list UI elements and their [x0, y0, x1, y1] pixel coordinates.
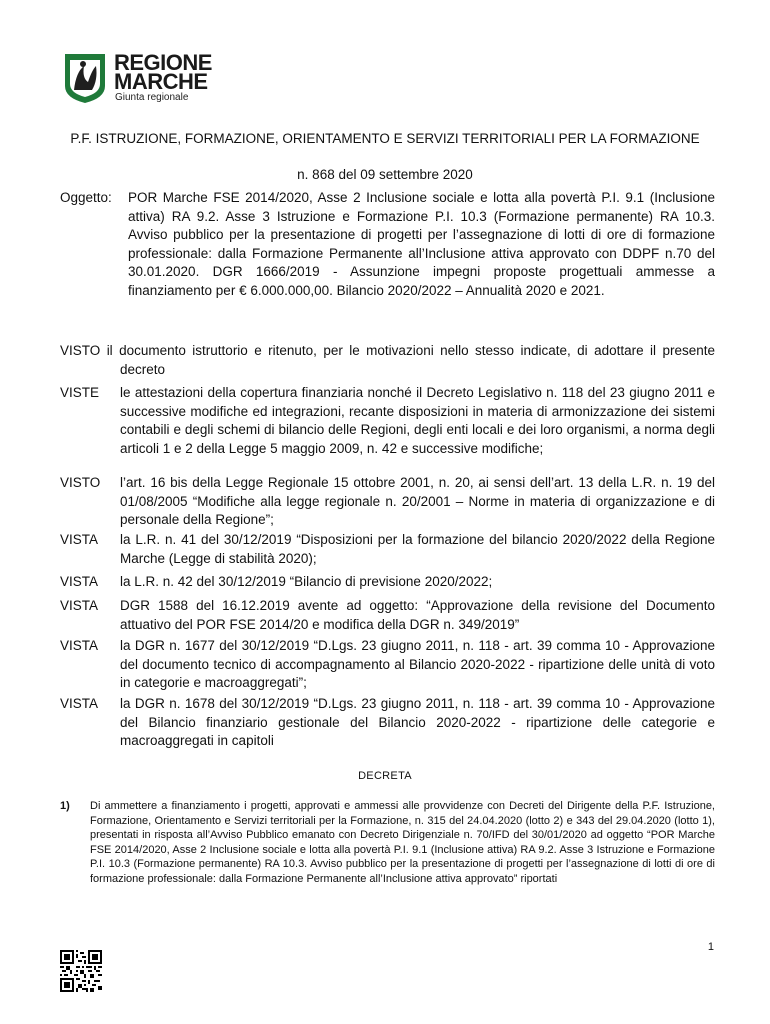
premise-body: il documento istruttorio e ritenuto, per le motivazioni nello stesso indicate, di adottare il presente decreto — [106, 343, 715, 377]
regione-marche-logo — [62, 52, 232, 104]
premise-label: VISTA — [60, 574, 99, 589]
premise-label: VISTA — [60, 696, 99, 711]
premise-text — [60, 342, 715, 379]
premise-entry — [60, 342, 715, 379]
regione-marche-emblem-icon — [62, 52, 108, 104]
premise-label: VISTA — [60, 598, 99, 613]
premise-body: le attestazioni della copertura finanziaria nonché il Decreto Legislativo n. 118 del 23 giugno 2011 e successive modifiche ed integrazioni, recante disposizioni in materia di armonizzazione dei sistemi contabili e degli schemi di bilancio delle Regioni, degli enti locali e dei loro organismi, a norma degli articoli 1 e 2 della Legge 5 maggio 2009, n. 42 e successive modifiche; — [120, 385, 715, 456]
premise-body: l’art. 16 bis della Legge Regionale 15 ottobre 2001, n. 20, ai sensi dell’art. 13 della L.R. n. 19 del 01/08/2005 “Modifiche alla legge regionale n. 20/2001 – Norme in materia di organizzazione e di personale della Regione”; — [120, 475, 715, 527]
premise-body: la DGR n. 1678 del 30/12/2019 “D.Lgs. 23 giugno 2011, n. 118 - art. 39 comma 10 - Approvazione del Bilancio finanziario gestionale del Bilancio 2020-2022 - ripartizione delle categorie e macroaggregati in capitoli — [120, 696, 715, 748]
decreta-heading: DECRETA — [358, 770, 412, 782]
decree-number: n. 868 del 09 settembre 2020 — [297, 167, 473, 182]
point-text: Di ammettere a finanziamento i progetti, approvati e ammessi alle provvidenze con Decreti del Dirigente della P.F. Istruzione, Formazione, Orientamento e Servizi territoriali per la Formazione, n. 315 del 24.04.2020 (lotto 2) e 343 del 29.04.2020 (lotto 1), presentati in risposta all’Avviso Pubblico emanato con Decreto Dirigenziale n. 70/IFD del 30/01/2020 ad oggetto “POR Marche FSE 2014/2020, Asse 2 Inclusione sociale e lotta alla povertà P.I. 9.1 (Inclusione attiva) RA 9.2. Asse 3 Istruzione e Formazione P.I. 10.3 (Formazione permanente) RA 10.3. Avviso pubblico per la presentazione di progetti per l’assegnazione di lotti di ore di formazione professionale: dalla Formazione Permanente all’Inclusione attiva approvato” riportati — [90, 800, 715, 885]
logo-line1: REGIONE — [114, 50, 212, 75]
subject-label: Oggetto: — [60, 190, 112, 205]
logo-subtitle: Giunta regionale — [115, 92, 189, 103]
premise-body: la L.R. n. 42 del 30/12/2019 “Bilancio di previsione 2020/2022; — [120, 574, 493, 589]
office-title: P.F. ISTRUZIONE, FORMAZIONE, ORIENTAMENTO E SERVIZI TERRITORIALI PER LA FORMAZIONE — [70, 131, 700, 146]
premise-body: DGR 1588 del 16.12.2019 avente ad oggetto: “Approvazione della revisione del Documento attuativo del POR FSE 2014/20 e modifica della DGR n. 349/2019” — [120, 598, 715, 632]
premise-body: la DGR n. 1677 del 30/12/2019 “D.Lgs. 23 giugno 2011, n. 118 - art. 39 comma 10 - Approvazione del documento tecnico di accompagnamento al Bilancio 2020-2022 - ripartizione delle unità di voto in categorie e macroaggregati”; — [120, 638, 715, 690]
subject-text: POR Marche FSE 2014/2020, Asse 2 Inclusione sociale e lotta alla povertà P.I. 9.1 (Inclusione attiva) RA 9.2. Asse 3 Istruzione e Formazione P.I. 10.3 (Formazione permanente) RA 10.3. Avviso pubblico per la presentazione di progetti per l’assegnazione di lotti di ore di formazione professionale: dalla Formazione Permanente all’Inclusione attiva approvato con DDPF n.70 del 30.01.2020. DGR 1666/2019 - Assunzione impegni proposte progettuali ammesse a finanziamento per € 6.000.000,00. Bilancio 2020/2022 – Annualità 2020 e 2021. — [128, 190, 715, 298]
qr-code-icon — [60, 950, 102, 992]
page-number: 1 — [707, 941, 714, 953]
point-number: 1) — [60, 800, 70, 812]
premise-label: VISTO — [60, 343, 101, 358]
premise-label: VISTO — [60, 475, 101, 490]
logo-line2: MARCHE — [114, 69, 208, 94]
premise-body: la L.R. n. 41 del 30/12/2019 “Disposizioni per la formazione del bilancio 2020/2022 della Regione Marche (Legge di stabilità 2020); — [120, 532, 715, 566]
premise-label: VISTA — [60, 638, 99, 653]
premise-label: VISTA — [60, 532, 99, 547]
premise-label: VISTE — [60, 385, 100, 400]
